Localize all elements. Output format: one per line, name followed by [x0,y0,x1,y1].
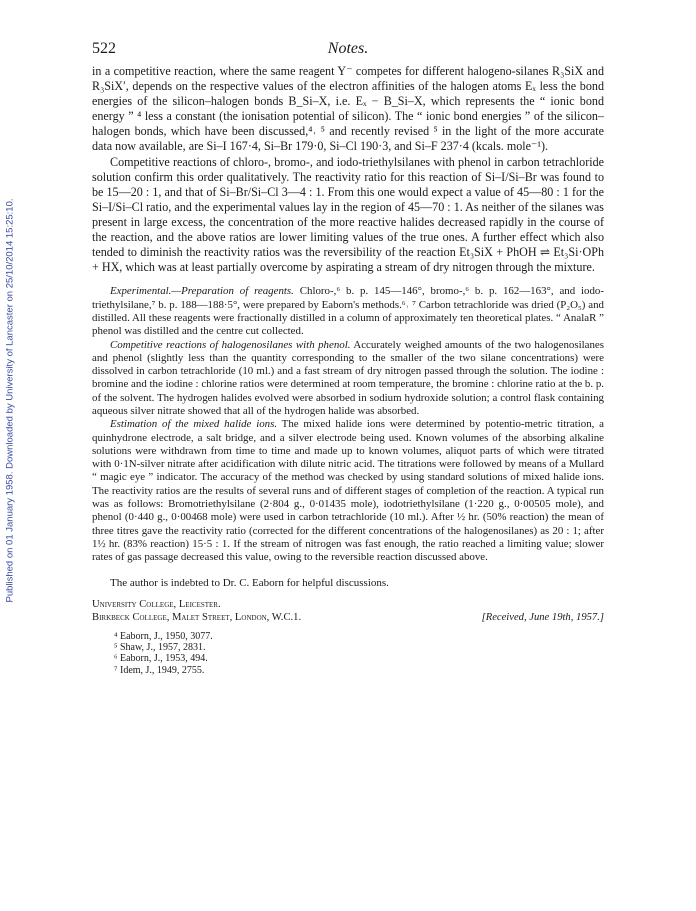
author-address [92,598,604,624]
experimental-paragraph-1 [92,285,604,338]
experimental-text-3: The mixed halide ions were determined by potentio-metric titration, a quinhydrone electrode, a salt bridge, and a silver electrode being used. Known volumes of the absorbing alkaline solutions were withdrawn from time to time and made up to known volumes, aliquot parts of which were titrated with 0·1N-silver nitrate after acidification with dilute nitric acid. The titrations were followed by means of a Mullard “ magic eye ” indicator. The accuracy of the method was checked by using standard solutions of mixed halide ions. The reactivity ratios are the results of several runs and of different stages of completion of the reaction. A typical run was as follows: Bromotriethylsilane (2·804 g., 0·01435 mole), iodotriethylsilane (1·220 g., 0·00505 mole), and phenol (0·440 g., 0·00468 mole) were used in carbon tetrachloride (10 ml.). After ½ hr. (50% reaction) the mean of three titres gave the reactivity ratio (corrected for the different concentrations of the halogenosilanes) as 20 : 1; after 1½ hr. (83% reaction) 15·5 : 1. If the stream of nitrogen was fast enough, the ratio reached a limiting value; slower rates of gas passage decreased this value, owing to the reversible reaction discussed above. [92,418,605,564]
paragraph-1: in a competitive reaction, where the same reagent Y⁻ competes for different halogeno-silanes R₃SiX and R₃SiX′, depends on the respective values of the electron affinities of the halogen atoms Eₓ less the bond energies of the silicon–halogen bonds B_Si–X, i.e. Eₓ − B_Si–X, which represents the “ ionic bond energy ” ⁴ less a constant (the ionisation potential of silicon). The “ ionic bond energies ” of the silicon–halogen bonds, which have been discussed,⁴˒ ⁵ and recently revised ⁵ in the light of the more accurate data now available, are Si–I 167·4, Si–Br 179·0, Si–Cl 190·3, and Si–F 237·4 (kcals. mole⁻¹). [92,64,604,154]
page [92,40,604,676]
received-date: [Received, June 19th, 1957.] [481,611,604,623]
reference-item: ⁵ Shaw, J., 1957, 2831. [114,641,206,653]
competitive-reactions-heading: Competitive reactions of halogenosilanes with phenol. [110,338,351,351]
experimental-heading: Experimental.—Preparation of reagents. [110,285,294,298]
experimental-paragraph-2 [92,339,604,419]
download-watermark [2,140,18,660]
running-header [92,40,604,64]
acknowledgement: The author is indebted to Dr. C. Eaborn for helpful discussions. [110,576,389,589]
page-number: 522 [92,40,116,57]
references [92,631,604,677]
address-row [92,611,604,624]
address-line-1: University College, Leicester. [92,598,221,610]
experimental-section [92,285,604,564]
experimental-paragraph-3 [92,418,604,564]
download-notice: Published on 01 January 1958. Downloaded by University of Lancaster on 25/10/2014 15:25:10. [4,197,16,603]
reference-item: ⁴ Eaborn, J., 1950, 3077. [114,630,213,642]
reference-item: ⁶ Eaborn, J., 1953, 494. [114,653,208,665]
reference-item: ⁷ Idem, J., 1949, 2755. [114,664,205,676]
estimation-heading: Estimation of the mixed halide ions. [110,418,278,431]
address-line-2: Birkbeck College, Malet Street, London, W.C.1. [92,611,302,623]
experimental-text-1: Chloro-,⁶ b. p. 145—146°, bromo-,⁶ b. p. 162—163°, and iodo-triethylsilane,⁷ b. p. 188—188·5°, were prepared by Eaborn's methods.⁶˒ ⁷ Carbon tetrachloride was dried (P₂O₅) and distilled. All these reagents were fractionally distilled in a column of approximately ten theoretical plates. “ AnalaR ” phenol was distilled and the centre cut collected. [92,285,605,338]
running-title: Notes. [327,40,369,57]
paragraph-2: Competitive reactions of chloro-, bromo-, and iodo-triethylsilanes with phenol in carbon tetrachloride solution confirm this order qualitatively. The reactivity ratio for this reaction of Si–I/Si–Br was found to be 15—20 : 1, and that of Si–Br/Si–Cl 3—4 : 1. From this one would expect a value of 45—80 : 1 for the Si–I/Si–Cl ratio, and the experimental values lay in the region of 45—70 : 1. As neither of the silanes was present in large excess, the concentration of the more reactive halides decreased rapidly in the course of the reaction, and the above ratios are lower limiting values of the true ones. A further effect which also tended to diminish the reactivity ratios was the reversibility of the reaction Et₃SiX + PhOH ⇌ Et₃Si·OPh + HX, which was at least partially overcome by aspirating a stream of dry nitrogen through the mixture. [92,154,604,275]
experimental-text-2: Accurately weighed amounts of the two halogenosilanes and phenol (slightly less than the quantity corresponding to the smaller of the two silane concentrations) were dissolved in carbon tetrachloride (10 ml.) and a fast stream of dry nitrogen passed through the solution. The iodine : bromine and the iodine : chlorine ratios were determined at room temperature, the bromine : chlorine ratio at the b. p. of the solvent. The hydrogen halides evolved were absorbed in sodium hydroxide solution; a control flask containing aqueous silver nitrate showed that all of the hydrogen halide was absorbed. [92,338,604,417]
main-text [92,64,604,275]
